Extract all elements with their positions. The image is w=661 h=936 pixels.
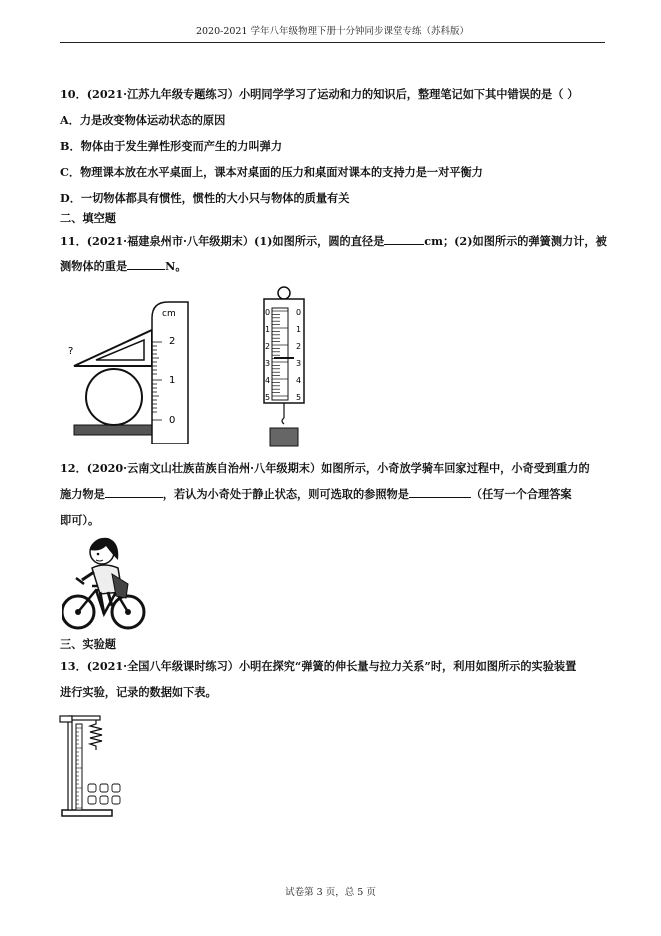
ruler-tick-2: 2 [169, 336, 176, 347]
spring-scale-figure [258, 286, 308, 448]
q10-option-c: C．物理课本放在水平桌面上，课本对桌面的压力和桌面对课本的支持力是一对平衡力 [60, 165, 483, 179]
q11-text-d: N。 [165, 259, 187, 273]
scale-right-2: 2 [296, 342, 302, 351]
scale-left-4: 4 [265, 376, 271, 385]
scale-left-3: 3 [265, 359, 271, 368]
scale-left-2: 2 [265, 342, 271, 351]
q12-blank-reference[interactable] [409, 486, 471, 498]
section-experiment-title: 三、实验题 [60, 637, 116, 651]
q10-option-d: D．一切物体都具有惯性，惯性的大小只与物体的质量有关 [60, 191, 350, 205]
section-fill-in-title: 二、填空题 [60, 211, 116, 225]
cyclist-figure [62, 534, 148, 632]
scale-right-4: 4 [296, 376, 302, 385]
scale-right-0: 0 [296, 308, 302, 317]
q11-line-2 [60, 258, 187, 274]
q10-option-b: B．物体由于发生弹性形变而产生的力叫弹力 [60, 139, 283, 153]
scale-right-1: 1 [296, 325, 302, 334]
q12-text-c: （任写一个合理答案 [470, 487, 572, 501]
page-header [60, 24, 605, 43]
q11-text-c: 测物体的重是 [60, 259, 128, 273]
caliper-figure [66, 296, 206, 444]
q10-option-a: A．力是改变物体运动状态的原因 [60, 113, 226, 127]
scale-right-5: 5 [296, 393, 302, 402]
q12-line-3: 即可）。 [60, 513, 100, 527]
q13-line-1: 13．(2021·全国八年级课时练习）小明在探究“弹簧的伸长量与拉力关系”时，利用如图所示的实验装置 [60, 659, 577, 673]
spring-apparatus-figure [58, 710, 130, 820]
q11-line-1 [60, 233, 607, 249]
page-footer: 试卷第 3 页，总 5 页 [285, 887, 376, 898]
ruler-unit: cm [162, 309, 176, 319]
ruler-tick-0: 0 [169, 415, 176, 426]
ruler-question-mark: ? [68, 346, 74, 357]
q11-text-b: cm；(2)如图所示的弹簧测力计，被 [424, 234, 607, 248]
q11-blank-weight[interactable] [127, 258, 165, 270]
ruler-tick-1: 1 [169, 375, 176, 386]
q12-blank-source[interactable] [105, 486, 163, 498]
q12-line-2 [60, 486, 572, 502]
q10-stem: 10．(2021·江苏九年级专题练习）小明同学学习了运动和力的知识后，整理笔记如下其中错误的是（ ） [60, 87, 579, 101]
scale-left-1: 1 [265, 325, 271, 334]
scale-right-3: 3 [296, 359, 302, 368]
scale-left-0: 0 [265, 308, 271, 317]
q12-text-b: ，若认为小奇处于静止状态，则可选取的参照物是 [162, 487, 409, 501]
header-text: 2020-2021 学年八年级物理下册十分钟同步课堂专练（苏科版） [195, 26, 470, 37]
q12-line-1: 12．(2020·云南文山壮族苗族自治州·八年级期末）如图所示，小奇放学骑车回家过程中，小奇受到重力的 [60, 461, 590, 475]
q12-text-a: 施力物是 [60, 487, 105, 501]
q11-blank-diameter[interactable] [384, 233, 424, 245]
q11-text-a: 11．(2021·福建泉州市·八年级期末）(1)如图所示，圆的直径是 [60, 234, 385, 248]
q13-line-2: 进行实验，记录的数据如下表。 [60, 685, 217, 699]
scale-left-5: 5 [265, 393, 271, 402]
